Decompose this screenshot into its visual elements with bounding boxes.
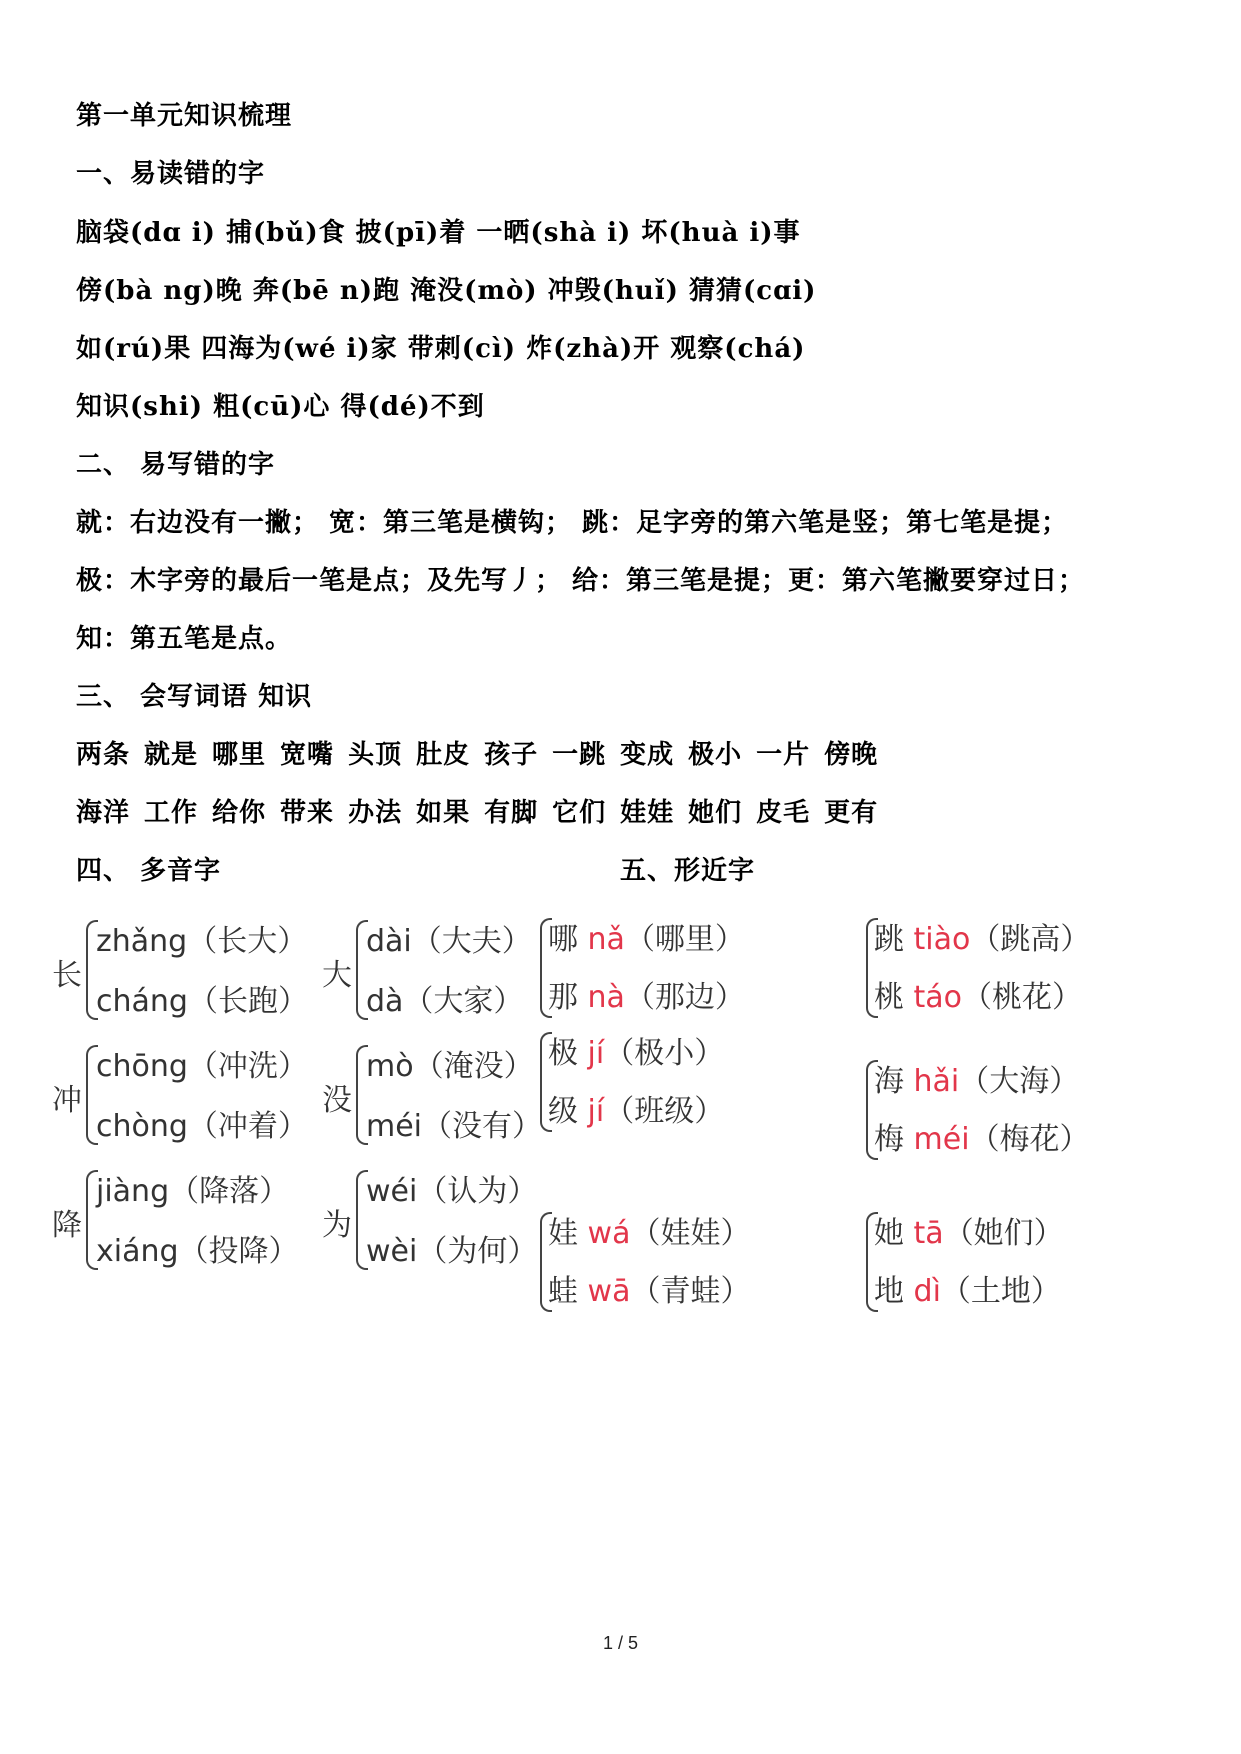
similar-char-word: （大海） [959,1064,1080,1099]
vocab-word: 变成 [620,740,675,770]
polyphone-reading: chòng（冲着） [96,1109,308,1144]
section1-line: 如(rú)果 四海为(wé i)家 带刺(cì) 炸(zhà)开 观察(chá) [76,334,806,364]
similar-char-pinyin: tā [904,1216,944,1251]
similar-char-entry [548,1266,750,1310]
polyphone-reading: cháng（长跑） [96,984,308,1019]
polyphone-reading: dà（大家） [366,984,524,1019]
polyphone-reading: méi（没有） [366,1109,543,1144]
similar-char-entry [548,1086,724,1130]
similar-char-entry [548,914,745,958]
similar-char-pinyin: nà [578,980,625,1015]
vocab-word: 她们 [688,798,743,828]
similar-char: 级 [548,1094,578,1129]
similar-char-word: （班级） [604,1094,725,1129]
similar-char-entry [874,1208,1064,1252]
vocab-word: 皮毛 [756,798,811,828]
polyphone-char: 大 [322,958,352,993]
section2-line: 知：第五笔是点。 [76,624,293,654]
vocab-word: 孩子 [484,740,539,770]
page-title: 第一单元知识梳理 [76,101,293,131]
similar-char: 跳 [874,922,904,957]
vocab-word: 海洋 [76,798,131,828]
similar-char-entry [874,1056,1079,1100]
similar-char-word: （娃娃） [630,1216,751,1251]
vocab-word: 一片 [756,740,811,770]
vocab-word: 办法 [348,798,403,828]
word-row [76,792,892,829]
similar-char-word: （哪里） [624,922,745,957]
section2-line: 就：右边没有一撇； 宽：第三笔是横钩； 跳：足字旁的第六笔是竖；第七笔是提； [76,508,1069,538]
similar-char-pinyin: táo [904,980,963,1015]
polyphone-reading: jiàng（降落） [96,1174,290,1209]
similar-char-pinyin: wā [578,1274,631,1309]
vocab-word: 带来 [280,798,335,828]
similar-char-pinyin: jí [578,1036,605,1071]
vocab-word: 两条 [76,740,131,770]
similar-char-pinyin: nǎ [578,922,625,957]
vocab-word: 宽嘴 [280,740,335,770]
vocab-word: 给你 [212,798,267,828]
similar-char: 蛙 [548,1274,578,1309]
section3-heading: 三、 会写词语 知识 [76,682,313,712]
section1-line: 傍(bà ng)晚 奔(bē n)跑 淹没(mò) 冲毁(huǐ) 猜猜(cɑi) [76,276,817,306]
vocab-word: 如果 [416,798,471,828]
similar-char: 她 [874,1216,904,1251]
polyphone-char: 降 [52,1208,82,1243]
vocab-word: 极小 [688,740,743,770]
vocab-word: 有脚 [484,798,539,828]
similar-char: 极 [548,1036,578,1071]
vocab-word: 傍晚 [824,740,879,770]
similar-char: 地 [874,1274,904,1309]
vocab-word: 更有 [824,798,879,828]
polyphone-reading: mò（淹没） [366,1049,534,1084]
section1-line: 脑袋(dɑ i) 捕(bǔ)食 披(pī)着 一晒(shà i) 坏(huà i)事 [76,218,801,248]
similar-char-word: （极小） [604,1036,725,1071]
similar-char-entry [548,1028,724,1072]
similar-char-word: （土地） [940,1274,1061,1309]
vocab-word: 它们 [552,798,607,828]
similar-char: 桃 [874,980,904,1015]
similar-char: 海 [874,1064,904,1099]
similar-char-pinyin: dì [904,1274,941,1309]
polyphone-char: 冲 [52,1083,82,1118]
similar-char-pinyin: hǎi [904,1064,960,1099]
similar-char-pinyin: wá [578,1216,631,1251]
similar-char-entry [874,914,1090,958]
page-number: 1 / 5 [602,1633,639,1653]
section1-heading: 一、易读错的字 [76,159,266,189]
polyphone-reading: dài（大夫） [366,924,532,959]
polyphone-reading: wèi（为何） [366,1234,538,1269]
vocab-word: 工作 [144,798,199,828]
similar-char: 梅 [874,1122,904,1157]
similar-char: 那 [548,980,578,1015]
vocab-word: 就是 [144,740,199,770]
similar-char-entry [548,1208,750,1252]
vocab-word: 一跳 [552,740,607,770]
polyphone-reading: chōng（冲洗） [96,1049,308,1084]
section2-line: 极：木字旁的最后一笔是点；及先写丿； 给：第三笔是提；更：第六笔撇要穿过日； [76,566,1086,596]
section1-line: 知识(shi) 粗(cū)心 得(dé)不到 [76,392,485,422]
polyphone-char: 为 [322,1208,352,1243]
vocab-word: 哪里 [212,740,267,770]
similar-char-word: （青蛙） [630,1274,751,1309]
similar-char-pinyin: tiào [904,922,971,957]
similar-char-entry [874,972,1082,1016]
similar-char-pinyin: jí [578,1094,605,1129]
similar-char: 哪 [548,922,578,957]
vocab-word: 头顶 [348,740,403,770]
polyphone-reading: wéi（认为） [366,1174,538,1209]
vocab-word: 娃娃 [620,798,675,828]
similar-char-word: （桃花） [962,980,1083,1015]
polyphone-reading: zhǎng（长大） [96,924,308,959]
polyphone-reading: xiáng（投降） [96,1234,299,1269]
similar-char-pinyin: méi [904,1122,970,1157]
section5-heading: 五、形近字 [620,856,756,886]
word-row [76,734,892,771]
vocab-word: 肚皮 [416,740,471,770]
section4-heading: 四、 多音字 [76,856,222,886]
similar-char-word: （她们） [943,1216,1064,1251]
polyphone-char: 没 [322,1083,352,1118]
similar-char-entry [548,972,745,1016]
similar-char-word: （梅花） [969,1122,1090,1157]
section2-heading: 二、 易写错的字 [76,450,276,480]
polyphone-char: 长 [52,958,82,993]
similar-char-entry [874,1114,1090,1158]
similar-char-word: （那边） [624,980,745,1015]
similar-char: 娃 [548,1216,578,1251]
similar-char-word: （跳高） [970,922,1091,957]
similar-char-entry [874,1266,1061,1310]
